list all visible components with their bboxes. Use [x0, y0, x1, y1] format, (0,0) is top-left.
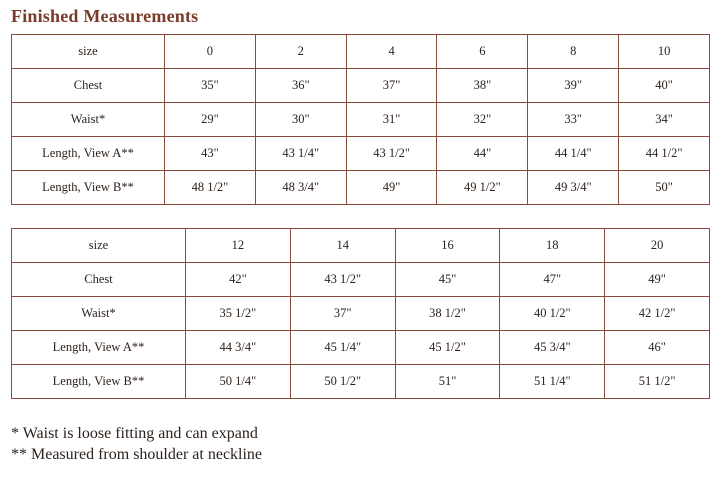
measurement-cell: 44 1/2" [619, 137, 710, 171]
measurement-cell: 50 1/2" [290, 365, 395, 399]
measurements-table-sizes-12-20 [11, 228, 710, 399]
measurement-cell: 44" [437, 137, 528, 171]
table-row [12, 171, 710, 205]
measurement-cell: 42" [186, 263, 291, 297]
measurement-cell: 50" [619, 171, 710, 205]
row-label: size [12, 229, 186, 263]
measurement-cell: 32" [437, 103, 528, 137]
measurement-cell: 37" [290, 297, 395, 331]
size-header-cell: 8 [528, 35, 619, 69]
measurement-cell: 49" [346, 171, 437, 205]
measurement-cell: 43 1/2" [346, 137, 437, 171]
size-header-cell: 12 [186, 229, 291, 263]
measurement-cell: 45 1/4" [290, 331, 395, 365]
measurement-cell: 40 1/2" [500, 297, 605, 331]
measurement-cell: 45 1/2" [395, 331, 500, 365]
measurement-cell: 42 1/2" [605, 297, 710, 331]
measurement-cell: 47" [500, 263, 605, 297]
measurement-cell: 30" [255, 103, 346, 137]
measurement-cell: 48 1/2" [165, 171, 256, 205]
size-header-cell: 10 [619, 35, 710, 69]
row-label: size [12, 35, 165, 69]
table-row [12, 297, 710, 331]
row-label: Length, View A** [12, 137, 165, 171]
measurement-cell: 50 1/4" [186, 365, 291, 399]
measurement-cell: 34" [619, 103, 710, 137]
table-row [12, 331, 710, 365]
table-row [12, 103, 710, 137]
measurement-cell: 46" [605, 331, 710, 365]
size-header-cell: 0 [165, 35, 256, 69]
measurement-cell: 40" [619, 69, 710, 103]
footnote-length: ** Measured from shoulder at neckline [11, 446, 263, 463]
size-header-cell: 14 [290, 229, 395, 263]
row-label: Length, View B** [12, 171, 165, 205]
measurement-cell: 35 1/2" [186, 297, 291, 331]
size-header-cell: 20 [605, 229, 710, 263]
row-label: Length, View B** [12, 365, 186, 399]
measurement-cell: 38 1/2" [395, 297, 500, 331]
size-header-cell: 4 [346, 35, 437, 69]
size-header-cell: 18 [500, 229, 605, 263]
measurement-cell: 45 3/4" [500, 331, 605, 365]
table-row [12, 35, 710, 69]
measurement-cell: 35" [165, 69, 256, 103]
measurement-cell: 45" [395, 263, 500, 297]
row-label: Waist* [12, 297, 186, 331]
measurement-cell: 51 1/4" [500, 365, 605, 399]
measurement-cell: 43" [165, 137, 256, 171]
table-row [12, 69, 710, 103]
measurement-cell: 44 3/4" [186, 331, 291, 365]
measurement-cell: 49 1/2" [437, 171, 528, 205]
measurement-cell: 37" [346, 69, 437, 103]
measurement-cell: 36" [255, 69, 346, 103]
page-title: Finished Measurements [11, 6, 199, 26]
size-header-cell: 16 [395, 229, 500, 263]
footnotes [11, 423, 262, 465]
measurement-cell: 33" [528, 103, 619, 137]
measurement-cell: 29" [165, 103, 256, 137]
measurement-cell: 38" [437, 69, 528, 103]
measurement-cell: 39" [528, 69, 619, 103]
measurement-cell: 43 1/4" [255, 137, 346, 171]
size-header-cell: 2 [255, 35, 346, 69]
table-row [12, 263, 710, 297]
row-label: Waist* [12, 103, 165, 137]
row-label: Chest [12, 263, 186, 297]
table-row [12, 137, 710, 171]
row-label: Length, View A** [12, 331, 186, 365]
measurement-cell: 51" [395, 365, 500, 399]
measurement-cell: 48 3/4" [255, 171, 346, 205]
table-row [12, 229, 710, 263]
size-header-cell: 6 [437, 35, 528, 69]
measurement-cell: 51 1/2" [605, 365, 710, 399]
measurement-cell: 43 1/2" [290, 263, 395, 297]
row-label: Chest [12, 69, 165, 103]
measurement-cell: 49 3/4" [528, 171, 619, 205]
measurements-table-sizes-0-10 [11, 34, 710, 205]
measurement-cell: 49" [605, 263, 710, 297]
table-row [12, 365, 710, 399]
measurement-cell: 31" [346, 103, 437, 137]
footnote-waist: * Waist is loose fitting and can expand [11, 425, 258, 442]
measurement-cell: 44 1/4" [528, 137, 619, 171]
